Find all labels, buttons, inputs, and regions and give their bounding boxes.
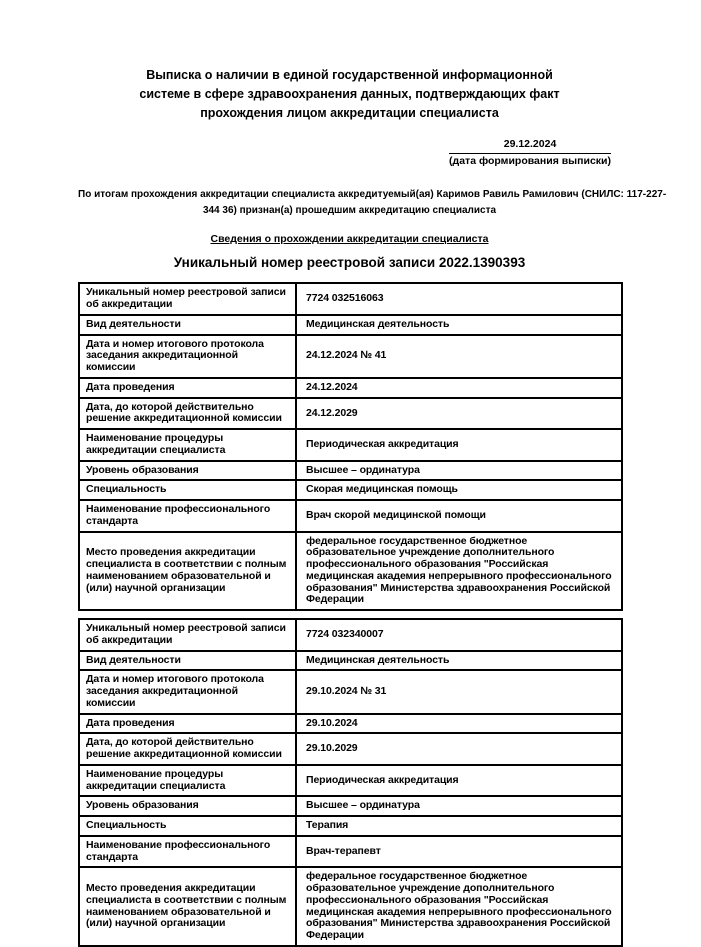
formation-date-inner bbox=[449, 138, 611, 167]
table-row bbox=[79, 398, 622, 430]
document-title-line: прохождения лицом аккредитации специалиста bbox=[200, 105, 499, 120]
row-value-cell: федеральное государственное бюджетное образовательное учреждение дополнительного профессионального образования "Российская медицинская академия непрерывного профессионального образования" Министерства здравоохранения Российской Федерации bbox=[296, 532, 622, 611]
row-label-cell: Вид деятельности bbox=[79, 315, 296, 335]
row-value-cell: Высшее – ординатура bbox=[296, 461, 622, 481]
table-row bbox=[79, 836, 622, 868]
row-value-cell: 29.10.2024 bbox=[296, 714, 622, 734]
row-label-cell: Дата проведения bbox=[79, 378, 296, 398]
intro-paragraph bbox=[78, 187, 667, 219]
formation-date-caption: (дата формирования выписки) bbox=[449, 154, 611, 167]
table-row bbox=[79, 619, 622, 651]
row-value-cell: Высшее – ординатура bbox=[296, 796, 622, 816]
row-label-cell: Дата и номер итогового протокола заседания аккредитационной комиссии bbox=[79, 670, 296, 713]
document-title bbox=[78, 66, 621, 122]
table-row bbox=[79, 733, 622, 765]
row-value-cell: 7724 032340007 bbox=[296, 619, 622, 651]
table-row bbox=[79, 867, 622, 946]
table-row bbox=[79, 429, 622, 461]
formation-date-block bbox=[78, 138, 621, 167]
table-row bbox=[79, 796, 622, 816]
row-label-cell: Уникальный номер реестровой записи об аккредитации bbox=[79, 283, 296, 315]
table-row bbox=[79, 500, 622, 532]
formation-date-value: 29.12.2024 bbox=[449, 138, 611, 154]
table-row bbox=[79, 765, 622, 797]
row-label-cell: Наименование процедуры аккредитации специалиста bbox=[79, 429, 296, 461]
row-value-cell: Периодическая аккредитация bbox=[296, 429, 622, 461]
row-value-cell: 24.12.2024 № 41 bbox=[296, 335, 622, 378]
table-row bbox=[79, 480, 622, 500]
accreditation-table-2 bbox=[78, 618, 623, 947]
row-label-cell: Дата, до которой действительно решение аккредитационной комиссии bbox=[79, 398, 296, 430]
row-label-cell: Наименование процедуры аккредитации специалиста bbox=[79, 765, 296, 797]
table-row bbox=[79, 532, 622, 611]
row-value-cell: Медицинская деятельность bbox=[296, 315, 622, 335]
intro-paragraph-line: По итогам прохождения аккредитации специалиста аккредитуемый(ая) Каримов Равиль Рамилович (СНИЛС: 117-227- bbox=[78, 189, 667, 201]
row-label-cell: Уровень образования bbox=[79, 796, 296, 816]
row-value-cell: 24.12.2029 bbox=[296, 398, 622, 430]
row-value-cell: 7724 032516063 bbox=[296, 283, 622, 315]
row-label-cell: Уникальный номер реестровой записи об аккредитации bbox=[79, 619, 296, 651]
row-value-cell: Периодическая аккредитация bbox=[296, 765, 622, 797]
table-row bbox=[79, 378, 622, 398]
row-label-cell: Вид деятельности bbox=[79, 651, 296, 671]
row-value-cell: Врач-терапевт bbox=[296, 836, 622, 868]
table-row bbox=[79, 714, 622, 734]
registry-number-heading: Уникальный номер реестровой записи 2022.1390393 bbox=[173, 255, 526, 271]
row-label-cell: Наименование профессионального стандарта bbox=[79, 836, 296, 868]
row-value-cell: Медицинская деятельность bbox=[296, 651, 622, 671]
table-row bbox=[79, 335, 622, 378]
document-title-line: системе в сфере здравоохранения данных, подтверждающих факт bbox=[139, 86, 560, 101]
row-value-cell: 29.10.2024 № 31 bbox=[296, 670, 622, 713]
table-row bbox=[79, 816, 622, 836]
row-value-cell: Терапия bbox=[296, 816, 622, 836]
section-heading: Сведения о прохождении аккредитации специалиста bbox=[210, 233, 489, 246]
row-label-cell: Дата, до которой действительно решение аккредитационной комиссии bbox=[79, 733, 296, 765]
accreditation-table-1 bbox=[78, 282, 623, 611]
row-label-cell: Дата проведения bbox=[79, 714, 296, 734]
row-value-cell: федеральное государственное бюджетное образовательное учреждение дополнительного профессионального образования "Российская медицинская академия непрерывного профессионального образования" Министерства здравоохранения Российской Федерации bbox=[296, 867, 622, 946]
row-value-cell: Врач скорой медицинской помощи bbox=[296, 500, 622, 532]
row-label-cell: Дата и номер итогового протокола заседания аккредитационной комиссии bbox=[79, 335, 296, 378]
row-label-cell: Место проведения аккредитации специалиста в соответствии с полным наименованием образовательной и (или) научной организации bbox=[79, 867, 296, 946]
table-row bbox=[79, 315, 622, 335]
document-title-line: Выписка о наличии в единой государственной информационной bbox=[146, 68, 553, 82]
table-row bbox=[79, 283, 622, 315]
row-label-cell: Наименование профессионального стандарта bbox=[79, 500, 296, 532]
intro-paragraph-line: 344 36) признан(а) прошедшим аккредитацию специалиста bbox=[202, 205, 497, 217]
row-value-cell: 29.10.2029 bbox=[296, 733, 622, 765]
row-value-cell: Скорая медицинская помощь bbox=[296, 480, 622, 500]
row-label-cell: Уровень образования bbox=[79, 461, 296, 481]
table-row bbox=[79, 670, 622, 713]
table-row bbox=[79, 461, 622, 481]
row-label-cell: Специальность bbox=[79, 816, 296, 836]
row-label-cell: Специальность bbox=[79, 480, 296, 500]
row-value-cell: 24.12.2024 bbox=[296, 378, 622, 398]
row-label-cell: Место проведения аккредитации специалиста в соответствии с полным наименованием образовательной и (или) научной организации bbox=[79, 532, 296, 611]
table-row bbox=[79, 651, 622, 671]
